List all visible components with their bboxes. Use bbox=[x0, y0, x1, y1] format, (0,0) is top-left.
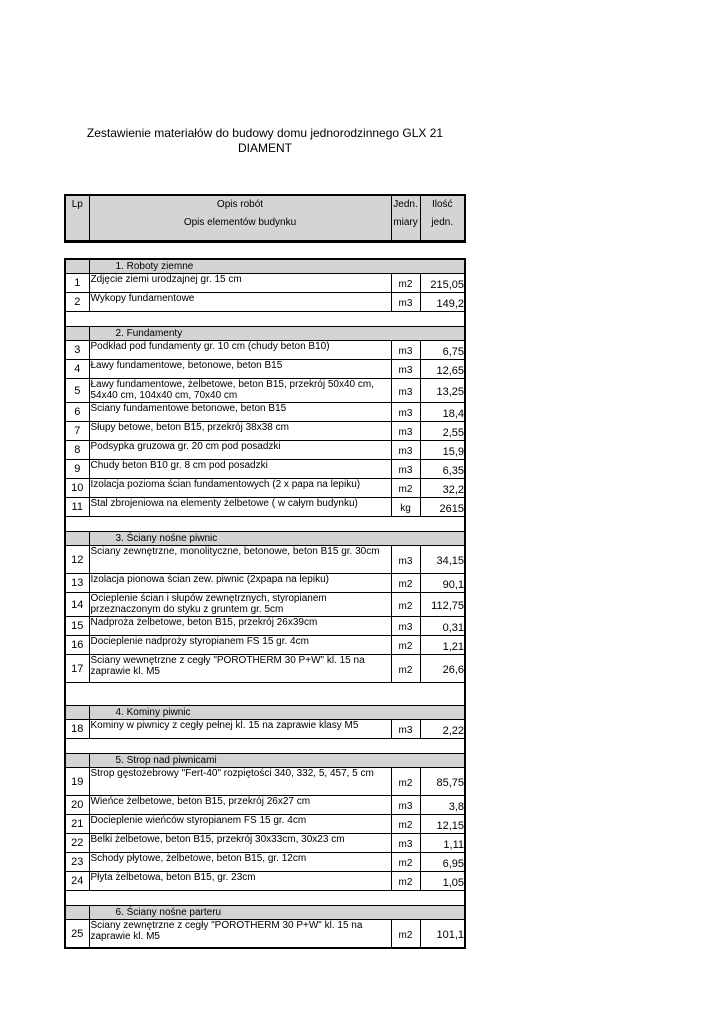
cell-description: Izolacja pozioma ścian fundamentowych (2 x papa na lepiku) bbox=[89, 479, 391, 498]
section-title: 6. Ściany nośne parteru bbox=[89, 906, 465, 920]
cell-quantity: 15,9 bbox=[420, 441, 465, 460]
cell-lp: 11 bbox=[65, 498, 89, 517]
cell-unit: m3 bbox=[391, 403, 420, 422]
table-row bbox=[65, 853, 465, 872]
cell-lp: 15 bbox=[65, 617, 89, 636]
cell-unit: m3 bbox=[391, 796, 420, 815]
section-lp bbox=[65, 754, 89, 768]
cell-description: Podsypka gruzowa gr. 20 cm pod posadzki bbox=[89, 441, 391, 460]
cell-lp: 21 bbox=[65, 815, 89, 834]
table-row bbox=[65, 403, 465, 422]
cell-quantity: 1,21 bbox=[420, 636, 465, 655]
cell-quantity: 12,15 bbox=[420, 815, 465, 834]
cell-quantity: 0,31 bbox=[420, 617, 465, 636]
cell-lp: 9 bbox=[65, 460, 89, 479]
spacer-row bbox=[65, 517, 465, 532]
table-row bbox=[65, 815, 465, 834]
cell-unit: m3 bbox=[391, 422, 420, 441]
spacer-row bbox=[65, 891, 465, 906]
header-lp bbox=[65, 195, 89, 242]
section-lp bbox=[65, 706, 89, 720]
cell-description: Ocieplenie ścian i słupów zewnętrznych, styropianem przeznaczonym do styku z gruntem gr. 5cm bbox=[89, 593, 391, 617]
cell-unit: m3 bbox=[391, 441, 420, 460]
cell-unit: m2 bbox=[391, 853, 420, 872]
cell-quantity: 215,05 bbox=[420, 274, 465, 293]
spacer-row bbox=[65, 312, 465, 327]
section-lp bbox=[65, 327, 89, 341]
cell-description: Stal zbrojeniowa na elementy żelbetowe ( w całym budynku) bbox=[89, 498, 391, 517]
table-row bbox=[65, 498, 465, 517]
cell-quantity: 149,2 bbox=[420, 293, 465, 312]
cell-unit: m2 bbox=[391, 872, 420, 891]
section-title: 4. Kominy piwnic bbox=[89, 706, 465, 720]
spacer-cell bbox=[65, 683, 465, 706]
cell-lp: 22 bbox=[65, 834, 89, 853]
header-unit bbox=[391, 195, 420, 242]
cell-lp: 8 bbox=[65, 441, 89, 460]
header-qty-line2: jedn. bbox=[431, 217, 454, 228]
table-row bbox=[65, 768, 465, 796]
cell-quantity: 112,75 bbox=[420, 593, 465, 617]
cell-unit: m2 bbox=[391, 574, 420, 593]
table-row bbox=[65, 341, 465, 360]
table-row bbox=[65, 441, 465, 460]
cell-quantity: 26,6 bbox=[420, 655, 465, 683]
section-lp bbox=[65, 259, 89, 274]
cell-description: Docieplenie wieńców styropianem FS 15 gr. 4cm bbox=[89, 815, 391, 834]
table-row bbox=[65, 636, 465, 655]
cell-quantity: 32,2 bbox=[420, 479, 465, 498]
spacer-cell bbox=[65, 312, 465, 327]
section-row bbox=[65, 259, 465, 274]
cell-quantity: 12,65 bbox=[420, 360, 465, 379]
cell-quantity: 13,25 bbox=[420, 379, 465, 403]
cell-description: Podkład pod fundamenty gr. 10 cm (chudy beton B10) bbox=[89, 341, 391, 360]
section-row bbox=[65, 327, 465, 341]
cell-quantity: 34,15 bbox=[420, 546, 465, 574]
cell-unit: m2 bbox=[391, 768, 420, 796]
cell-lp: 2 bbox=[65, 293, 89, 312]
cell-lp: 12 bbox=[65, 546, 89, 574]
cell-unit: m2 bbox=[391, 593, 420, 617]
cell-description: Nadproża żelbetowe, beton B15, przekrój 26x39cm bbox=[89, 617, 391, 636]
cell-lp: 23 bbox=[65, 853, 89, 872]
cell-quantity: 1,11 bbox=[420, 834, 465, 853]
table-row bbox=[65, 920, 465, 949]
table-header bbox=[64, 194, 466, 243]
document-title-line2: DIAMENT bbox=[238, 141, 292, 155]
cell-unit: m3 bbox=[391, 460, 420, 479]
cell-description: Schody płytowe, żelbetowe, beton B15, gr. 12cm bbox=[89, 853, 391, 872]
section-title: 5. Strop nad piwnicami bbox=[89, 754, 465, 768]
cell-unit: m2 bbox=[391, 636, 420, 655]
spacer-row bbox=[65, 683, 465, 706]
section-title: 3. Ściany nośne piwnic bbox=[89, 532, 465, 546]
section-lp bbox=[65, 532, 89, 546]
section-row bbox=[65, 754, 465, 768]
cell-quantity: 2,55 bbox=[420, 422, 465, 441]
header-unit-line2: miary bbox=[393, 217, 418, 228]
header-desc-line1: Opis robót bbox=[216, 199, 264, 210]
cell-lp: 24 bbox=[65, 872, 89, 891]
table-row bbox=[65, 360, 465, 379]
section-title: 2. Fundamenty bbox=[89, 327, 465, 341]
cell-unit: m2 bbox=[391, 815, 420, 834]
cell-description: Strop gęstożebrowy "Fert-40" rozpiętości 340, 332, 5, 457, 5 cm bbox=[89, 768, 391, 796]
cell-unit: m3 bbox=[391, 293, 420, 312]
cell-lp: 4 bbox=[65, 360, 89, 379]
cell-description: Ściany zewnętrzne z cegły "POROTHERM 30 P+W" kl. 15 na zaprawie kl. M5 bbox=[89, 920, 391, 949]
spacer-row bbox=[65, 739, 465, 754]
table-row bbox=[65, 796, 465, 815]
cell-lp: 10 bbox=[65, 479, 89, 498]
cell-description: Wykopy fundamentowe bbox=[89, 293, 391, 312]
header-description bbox=[89, 195, 391, 242]
table-row bbox=[65, 872, 465, 891]
header-desc-line2: Opis elementów budynku bbox=[183, 217, 297, 228]
cell-description: Kominy w piwnicy z cegły pełnej kl. 15 na zaprawie klasy M5 bbox=[89, 720, 391, 739]
cell-quantity: 85,75 bbox=[420, 768, 465, 796]
header-unit-line1: Jedn. bbox=[393, 199, 418, 210]
section-row bbox=[65, 706, 465, 720]
cell-quantity: 6,95 bbox=[420, 853, 465, 872]
section-lp bbox=[65, 906, 89, 920]
cell-unit: m3 bbox=[391, 546, 420, 574]
table-row bbox=[65, 479, 465, 498]
cell-description: Docieplenie nadproży styropianem FS 15 gr. 4cm bbox=[89, 636, 391, 655]
cell-description: Płyta żelbetowa, beton B15, gr. 23cm bbox=[89, 872, 391, 891]
table-row bbox=[65, 593, 465, 617]
cell-lp: 17 bbox=[65, 655, 89, 683]
table-row bbox=[65, 422, 465, 441]
cell-quantity: 2615 bbox=[420, 498, 465, 517]
cell-description: Ściany fundamentowe betonowe, beton B15 bbox=[89, 403, 391, 422]
document-title-line1: Zestawienie materiałów do budowy domu jednorodzinnego GLX 21 bbox=[86, 126, 444, 140]
table-row bbox=[65, 574, 465, 593]
cell-lp: 1 bbox=[65, 274, 89, 293]
cell-lp: 20 bbox=[65, 796, 89, 815]
table-row bbox=[65, 460, 465, 479]
cell-description: Izolacja pionowa ścian zew. piwnic (2xpapa na lepiku) bbox=[89, 574, 391, 593]
table-row bbox=[65, 546, 465, 574]
spacer-cell bbox=[65, 739, 465, 754]
cell-lp: 16 bbox=[65, 636, 89, 655]
cell-description: Ławy fundamentowe, betonowe, beton B15 bbox=[89, 360, 391, 379]
table-row bbox=[65, 655, 465, 683]
cell-unit: m3 bbox=[391, 617, 420, 636]
cell-lp: 25 bbox=[65, 920, 89, 949]
cell-quantity: 101,1 bbox=[420, 920, 465, 949]
cell-unit: m2 bbox=[391, 920, 420, 949]
section-title: 1. Roboty ziemne bbox=[89, 259, 465, 274]
cell-lp: 7 bbox=[65, 422, 89, 441]
spacer-cell bbox=[65, 891, 465, 906]
cell-quantity: 6,35 bbox=[420, 460, 465, 479]
cell-quantity: 18,4 bbox=[420, 403, 465, 422]
cell-description: Ławy fundamentowe, żelbetowe, beton B15, przekrój 50x40 cm, 54x40 cm, 104x40 cm, 70x40 cm bbox=[89, 379, 391, 403]
cell-quantity: 6,75 bbox=[420, 341, 465, 360]
document-title bbox=[60, 126, 470, 156]
cell-description: Wieńce żelbetowe, beton B15, przekrój 26x27 cm bbox=[89, 796, 391, 815]
cell-lp: 5 bbox=[65, 379, 89, 403]
cell-unit: kg bbox=[391, 498, 420, 517]
cell-unit: m2 bbox=[391, 479, 420, 498]
cell-unit: m3 bbox=[391, 720, 420, 739]
spacer-cell bbox=[65, 517, 465, 532]
cell-lp: 3 bbox=[65, 341, 89, 360]
cell-quantity: 90,1 bbox=[420, 574, 465, 593]
table-row bbox=[65, 617, 465, 636]
header-qty-line1: Ilość bbox=[431, 199, 453, 210]
cell-quantity: 1,05 bbox=[420, 872, 465, 891]
cell-unit: m3 bbox=[391, 834, 420, 853]
cell-lp: 14 bbox=[65, 593, 89, 617]
cell-description: Ściany zewnętrzne, monolityczne, betonowe, beton B15 gr. 30cm bbox=[89, 546, 391, 574]
table-row bbox=[65, 720, 465, 739]
table-row bbox=[65, 293, 465, 312]
cell-unit: m2 bbox=[391, 655, 420, 683]
cell-quantity: 2,22 bbox=[420, 720, 465, 739]
table-row bbox=[65, 379, 465, 403]
cell-quantity: 3,8 bbox=[420, 796, 465, 815]
cell-description: Chudy beton B10 gr. 8 cm pod posadzki bbox=[89, 460, 391, 479]
cell-description: Ściany wewnętrzne z cegły "POROTHERM 30 P+W" kl. 15 na zaprawie kl. M5 bbox=[89, 655, 391, 683]
materials-table bbox=[64, 258, 466, 949]
section-row bbox=[65, 906, 465, 920]
table-row bbox=[65, 834, 465, 853]
cell-description: Słupy betowe, beton B15, przekrój 38x38 cm bbox=[89, 422, 391, 441]
cell-lp: 6 bbox=[65, 403, 89, 422]
section-row bbox=[65, 532, 465, 546]
cell-unit: m2 bbox=[391, 274, 420, 293]
header-quantity bbox=[420, 195, 465, 242]
cell-unit: m3 bbox=[391, 360, 420, 379]
cell-description: Zdjęcie ziemi urodzajnej gr. 15 cm bbox=[89, 274, 391, 293]
cell-description: Belki żelbetowe, beton B15, przekrój 30x33cm, 30x23 cm bbox=[89, 834, 391, 853]
cell-lp: 13 bbox=[65, 574, 89, 593]
cell-lp: 18 bbox=[65, 720, 89, 739]
cell-unit: m3 bbox=[391, 341, 420, 360]
cell-unit: m3 bbox=[391, 379, 420, 403]
header-lp-label: Lp bbox=[71, 199, 83, 210]
table-row bbox=[65, 274, 465, 293]
cell-lp: 19 bbox=[65, 768, 89, 796]
